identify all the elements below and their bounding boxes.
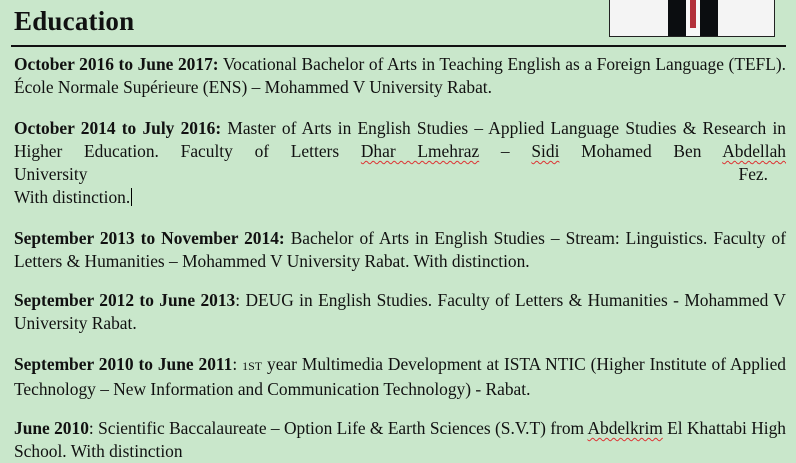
- profile-photo: [609, 0, 775, 37]
- entry-text: With distinction.: [14, 187, 131, 207]
- entry-text: :: [232, 354, 243, 374]
- entry-text-place: Abdelkrim: [587, 418, 663, 438]
- entry-text: El Khattabi High School. With distinction: [14, 418, 786, 461]
- entry-text: year Multimedia Development at ISTA NTIC (Higher Institute of Applied Technology – New Information and Communication Technology) - Rabat.: [14, 354, 787, 399]
- text-cursor: [131, 188, 132, 206]
- education-entry: [14, 227, 786, 273]
- entry-text-place: Sidi: [531, 141, 560, 161]
- entry-text: Mohamed Ben: [559, 141, 723, 161]
- entry-text: –: [479, 141, 532, 161]
- entry-text: Bachelor of Arts in English Studies – Stream: Linguistics. Faculty of Letters & Humanities – Mohammed V University Rabat. With distinction.: [14, 228, 786, 271]
- entry-date: June 2010: [14, 418, 89, 438]
- education-entry: [14, 289, 786, 335]
- entry-date: October 2014 to July 2016:: [14, 118, 222, 138]
- entry-text: Fez.: [738, 164, 768, 184]
- entry-text: : DEUG in English Studies. Faculty of Letters & Humanities - Mohammed V University Rabat.: [14, 290, 786, 333]
- entry-text-place: Dhar Lmehraz: [360, 141, 480, 161]
- entry-date: September 2012 to June 2013: [14, 290, 236, 310]
- entry-date: October 2016 to June 2017:: [14, 54, 219, 74]
- section-title: Education: [14, 6, 135, 36]
- section-divider: [11, 45, 786, 47]
- entry-text: 1ST: [242, 359, 263, 373]
- entry-text: University: [14, 164, 88, 184]
- education-entry: [14, 117, 786, 209]
- entry-text-place: Abdellah: [722, 141, 786, 161]
- education-entry: [14, 353, 786, 401]
- entry-date: September 2010 to June 2011: [14, 354, 233, 374]
- education-entry: [14, 417, 786, 463]
- entry-text: : Scientific Baccalaureate – Option Life & Earth Sciences (S.V.T) from: [88, 418, 588, 438]
- education-entry: [14, 53, 786, 99]
- entry-date: September 2013 to November 2014:: [14, 228, 285, 248]
- entry-text: Vocational Bachelor of Arts in Teaching English as a Foreign Language (TEFL). École Normale Supérieure (ENS) – Mohammed V University Rabat.: [14, 54, 786, 97]
- entry-text: Master of Arts in English Studies – Applied Language Studies & Research in Higher Education. Faculty of Letters: [14, 118, 787, 161]
